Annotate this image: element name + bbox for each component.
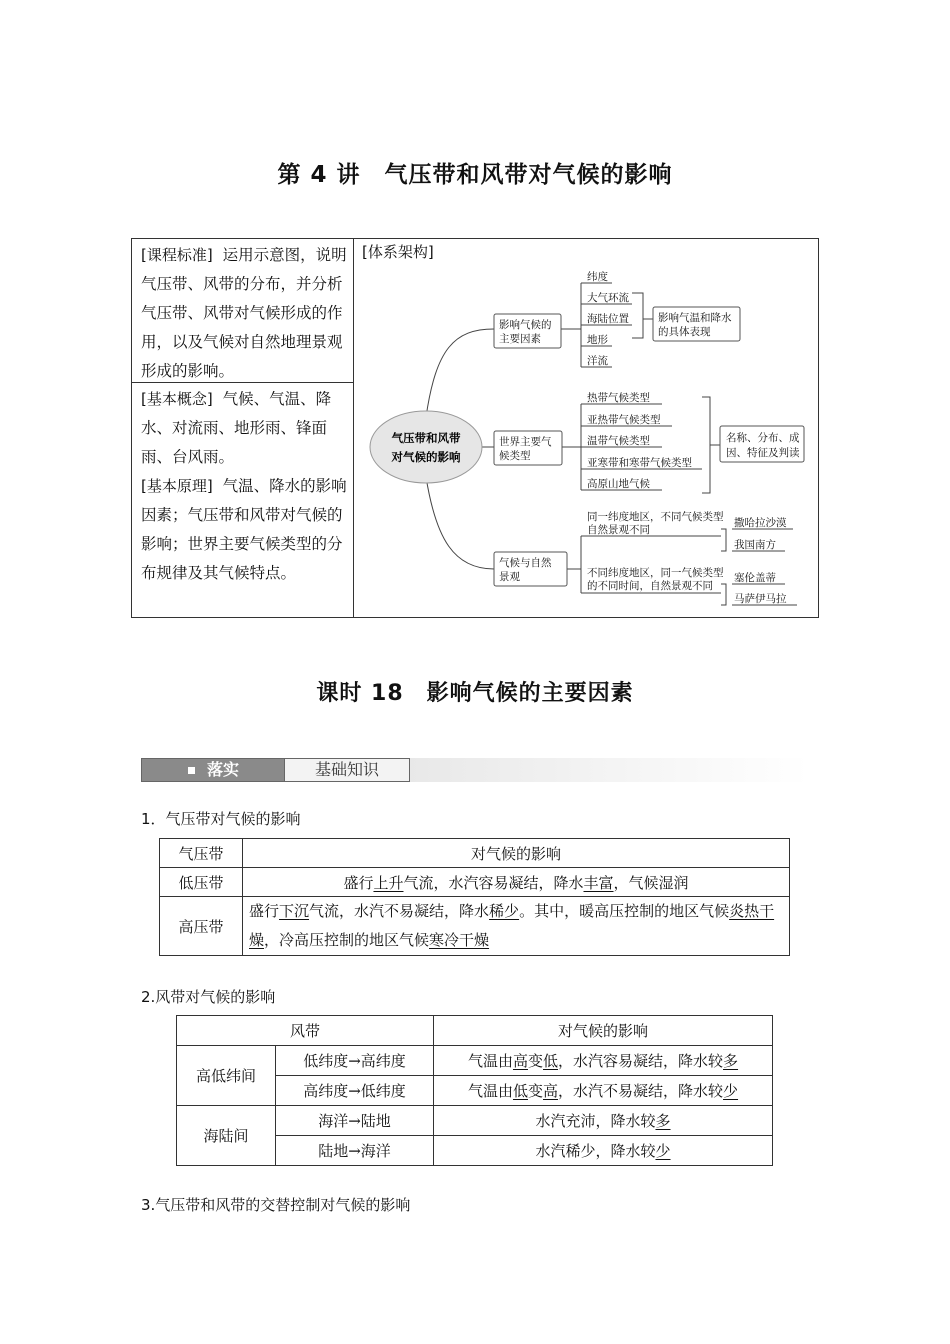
factor-5: 洋流 [587, 355, 608, 367]
square-bullet-icon [188, 767, 195, 774]
direction-cell: 低纬度→高纬度 [276, 1046, 434, 1076]
banner-right-label: 基础知识 [314, 760, 379, 779]
table-row [177, 1106, 773, 1136]
branch3-line-1: 气候与自然 [499, 557, 552, 569]
high-pressure-effect: 盛行下沉气流，水汽不易凝结，降水稀少。其中，暖高压控制的地区气候炎热干燥，冷高压控制的地区气候寒冷干燥 [243, 897, 790, 956]
high-pressure-label: 高压带 [160, 897, 243, 956]
section1-heading: 1．气压带对气候的影响 [141, 810, 301, 828]
concept-tag: [基本概念] [141, 390, 213, 408]
factor-2: 大气环流 [587, 292, 629, 304]
principle-block [141, 472, 348, 588]
header-cell: 对气候的影响 [434, 1016, 773, 1046]
type-1: 热带气候类型 [587, 392, 650, 404]
course-standard-cell [132, 239, 354, 383]
direction-cell: 陆地→海洋 [276, 1136, 434, 1166]
pressure-belt-table [159, 838, 790, 956]
landscape-2-line-2: 的不同时间，自然景观不同 [587, 580, 713, 592]
principle-tag: [基本原理] [141, 477, 213, 495]
center-ellipse [370, 411, 482, 483]
factor-1: 纬度 [587, 271, 608, 283]
framework-diagram [354, 239, 818, 617]
low-pressure-label: 低压带 [160, 868, 243, 897]
factor-result-2: 的具体表现 [658, 326, 711, 338]
branch2-line-2: 候类型 [499, 450, 531, 462]
branch1-line-2: 主要因素 [499, 333, 541, 345]
header-cell: 风带 [177, 1016, 434, 1046]
effect-cell: 气温由高变低，水汽容易凝结，降水较多 [434, 1046, 773, 1076]
section-banner [141, 758, 809, 782]
concept-text: 气候、气温、降水、对流雨、地形雨、锋面雨、台风雨。 [141, 390, 332, 466]
type-5: 高原山地气候 [587, 478, 650, 490]
lesson-title: 课时 18 影响气候的主要因素 [316, 681, 634, 706]
effect-cell: 气温由低变高，水汽不易凝结，降水较少 [434, 1076, 773, 1106]
effect-cell: 水汽充沛，降水较多 [434, 1106, 773, 1136]
example-serengeti: 塞伦盖蒂 [734, 572, 776, 584]
header-cell: 对气候的影响 [243, 839, 790, 868]
type-3: 温带气候类型 [587, 435, 650, 447]
factor-3: 海陆位置 [587, 313, 629, 325]
example-masai-mara: 马萨伊马拉 [734, 593, 787, 605]
group-label: 高低纬间 [177, 1046, 276, 1106]
low-pressure-effect: 盛行上升气流，水汽容易凝结，降水丰富，气候湿润 [243, 868, 790, 897]
example-sahara: 撒哈拉沙漠 [734, 517, 787, 529]
banner-right [284, 758, 410, 782]
center-line-2: 对气候的影响 [391, 450, 461, 464]
standard-tag: [课程标准] [141, 246, 213, 264]
overview-box [131, 238, 819, 618]
landscape-2-line-1: 不同纬度地区，同一气候类型 [587, 567, 724, 579]
table-row [160, 897, 790, 956]
type-result-2: 因、特征及判读 [726, 447, 800, 459]
concepts-cell [132, 383, 354, 588]
factor-4: 地形 [587, 334, 608, 346]
direction-cell: 海洋→陆地 [276, 1106, 434, 1136]
table-row [160, 868, 790, 897]
table-row [177, 1016, 773, 1046]
diagram-labels [499, 270, 800, 605]
wind-belt-table [176, 1015, 773, 1166]
mindmap-svg [354, 239, 818, 617]
section2-heading: 2.风带对气候的影响 [141, 988, 276, 1006]
landscape-1-line-2: 自然景观不同 [587, 524, 650, 536]
branch1-line-1: 影响气候的 [499, 319, 552, 331]
header-cell: 气压带 [160, 839, 243, 868]
section3-heading: 3.气压带和风带的交替控制对气候的影响 [141, 1196, 411, 1214]
page-title: 第 4 讲 气压带和风带对气候的影响 [277, 162, 673, 188]
table-row [177, 1046, 773, 1076]
direction-cell: 高纬度→低纬度 [276, 1076, 434, 1106]
branch2-line-1: 世界主要气 [499, 436, 552, 448]
landscape-1-line-1: 同一纬度地区，不同气候类型 [587, 511, 724, 523]
concept-block [141, 385, 348, 472]
type-result-1: 名称、分布、成 [726, 432, 800, 444]
center-line-1: 气压带和风带 [391, 431, 461, 445]
type-2: 亚热带气候类型 [587, 414, 661, 426]
effect-cell: 水汽稀少，降水较少 [434, 1136, 773, 1166]
banner-left-label: 落实 [206, 760, 239, 779]
overview-left [132, 239, 354, 617]
type-4: 亚寒带和寒带气候类型 [587, 457, 692, 469]
principle-text: 气温、降水的影响因素；气压带和风带对气候的影响；世界主要气候类型的分布规律及其气候特点。 [141, 477, 347, 582]
group-label: 海陆间 [177, 1106, 276, 1166]
table-row [160, 839, 790, 868]
branch3-line-2: 景观 [499, 571, 520, 583]
factor-result-1: 影响气温和降水 [658, 312, 732, 324]
framework-tag: [体系架构] [362, 243, 434, 261]
banner-left [141, 758, 286, 782]
standard-text: 运用示意图，说明气压带、风带的分布，并分析气压带、风带对气候形成的作用，以及气候对自然地理景观形成的影响。 [141, 246, 347, 380]
example-south-china: 我国南方 [734, 539, 776, 551]
